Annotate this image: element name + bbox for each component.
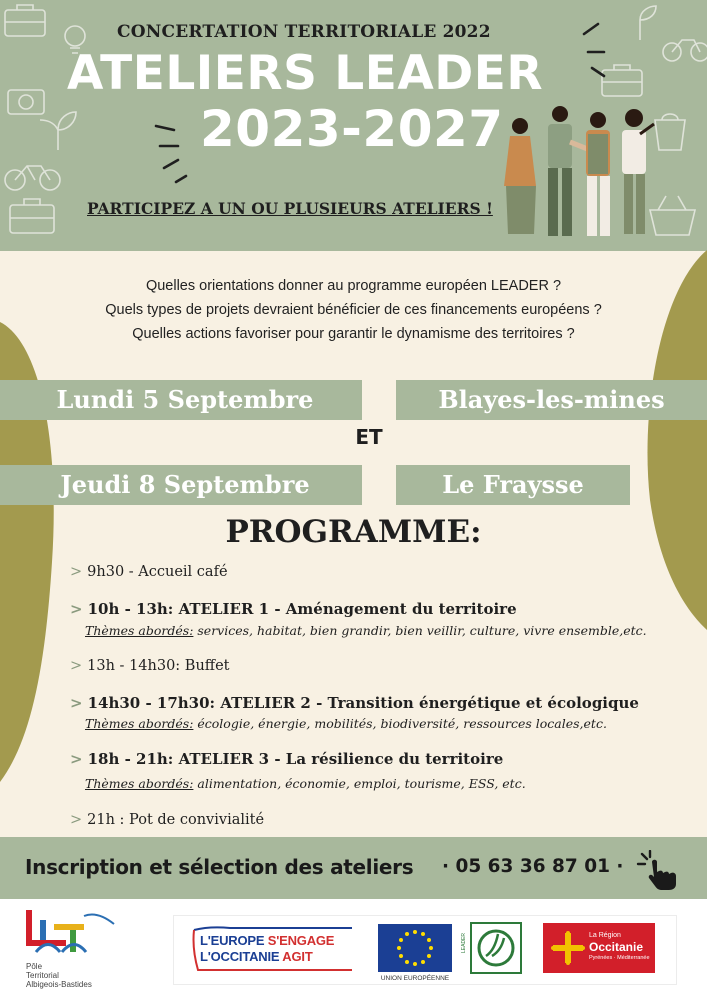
programme-item-6 bbox=[70, 812, 264, 828]
eu-label: UNION EUROPÉENNE bbox=[380, 975, 450, 982]
pole-line-3: Albigeois-Bastides bbox=[26, 980, 92, 989]
sessions-separator: ET bbox=[355, 425, 383, 449]
inscription-label: Inscription et sélection des ateliers bbox=[25, 855, 414, 879]
pole-line-2: Territorial bbox=[26, 971, 59, 980]
pole-territorial-logo bbox=[26, 910, 116, 958]
programme-item-text: 9h30 - Accueil café bbox=[87, 564, 228, 580]
programme-theme-4 bbox=[85, 716, 607, 731]
phone-number[interactable]: · 05 63 36 87 01 · bbox=[442, 856, 624, 877]
questions-block bbox=[0, 274, 707, 346]
theme-text: services, habitat, bien grandir, bien veillir, culture, vivre ensemble,etc. bbox=[193, 623, 647, 638]
programme-item-text: 14h30 - 17h30: ATELIER 2 - Transition énergétique et écologique bbox=[87, 694, 639, 712]
leader-label: LEADER bbox=[461, 932, 468, 954]
question-2: Quels types de projets devraient bénéficier de ces financements européens ? bbox=[105, 302, 602, 318]
programme-item-2 bbox=[70, 600, 517, 618]
programme-item-text: 21h : Pot de convivialité bbox=[87, 812, 265, 828]
question-1: Quelles orientations donner au programme européen LEADER ? bbox=[145, 278, 562, 294]
chevron-right-icon: > bbox=[70, 600, 83, 618]
occitan-cross-icon bbox=[551, 931, 585, 965]
chevron-right-icon: > bbox=[70, 812, 83, 828]
programme-item-3 bbox=[70, 658, 230, 674]
programme-theme-5 bbox=[85, 776, 526, 791]
people-illustration bbox=[500, 104, 660, 244]
programme-item-1 bbox=[70, 564, 228, 580]
chevron-right-icon: > bbox=[70, 694, 83, 712]
question-3: Quelles actions favoriser pour garantir le dynamisme des territoires ? bbox=[132, 326, 575, 342]
session-date-1: Lundi 5 Septembre bbox=[0, 380, 362, 420]
theme-label: Thèmes abordés: bbox=[85, 623, 194, 638]
programme-item-5 bbox=[70, 750, 503, 768]
region-occitanie-logo bbox=[543, 923, 655, 973]
leader-logo bbox=[470, 922, 522, 974]
programme-item-4 bbox=[70, 694, 639, 712]
region-line-3: Pyrénées · Méditerranée bbox=[589, 955, 650, 961]
theme-label: Thèmes abordés: bbox=[85, 776, 194, 791]
concertation-label: CONCERTATION TERRITORIALE 2022 bbox=[117, 22, 491, 42]
theme-text: alimentation, économie, emploi, tourisme, ESS, etc. bbox=[193, 776, 526, 791]
chevron-right-icon: > bbox=[70, 658, 83, 674]
pole-line-1: Pôle bbox=[26, 962, 43, 971]
programme-title: PROGRAMME: bbox=[225, 514, 482, 550]
click-hand-icon bbox=[636, 850, 682, 890]
theme-text: écologie, énergie, mobilités, biodiversité, ressources locales,etc. bbox=[193, 716, 607, 731]
region-line-2: Occitanie bbox=[589, 940, 644, 954]
session-place-2: Le Fraysse bbox=[396, 465, 630, 505]
eu-flag-icon bbox=[378, 924, 452, 972]
session-date-2: Jeudi 8 Septembre bbox=[0, 465, 362, 505]
programme-item-text: 10h - 13h: ATELIER 1 - Aménagement du territoire bbox=[87, 600, 517, 618]
europe-line-1: L'EUROPE S'ENGAGE bbox=[200, 933, 335, 948]
theme-label: Thèmes abordés: bbox=[85, 716, 194, 731]
chevron-right-icon: > bbox=[70, 564, 83, 580]
programme-theme-2 bbox=[85, 623, 647, 638]
region-line-1: La Région bbox=[589, 932, 621, 939]
europe-line-2: L'OCCITANIE AGIT bbox=[200, 949, 313, 964]
chevron-right-icon: > bbox=[70, 750, 83, 768]
header-banner bbox=[0, 0, 707, 251]
title-ateliers-leader: ATELIERS LEADER bbox=[66, 46, 544, 101]
participez-banner: PARTICIPEZ A UN OU PLUSIEURS ATELIERS ! bbox=[87, 199, 493, 218]
session-place-1: Blayes-les-mines bbox=[396, 380, 707, 420]
title-years: 2023-2027 bbox=[200, 100, 504, 158]
programme-item-text: 18h - 21h: ATELIER 3 - La résilience du territoire bbox=[87, 750, 504, 768]
programme-item-text: 13h - 14h30: Buffet bbox=[87, 658, 230, 674]
